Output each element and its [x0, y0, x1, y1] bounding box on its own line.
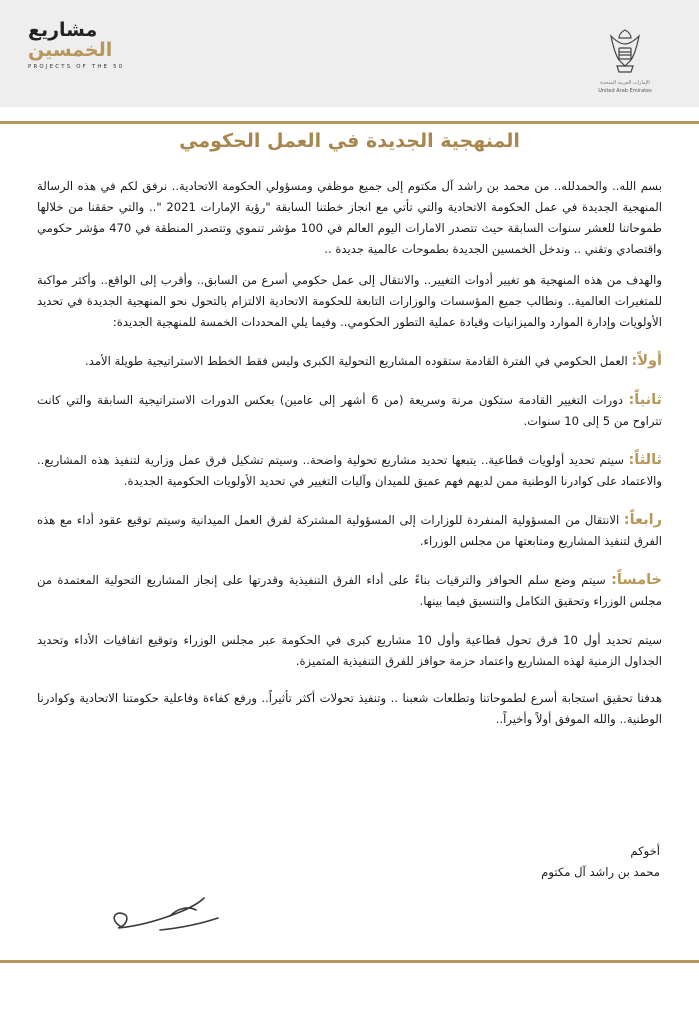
- signer-name: محمد بن راشد آل مكتوم: [541, 865, 660, 879]
- point-second-text: دورات التغيير القادمة ستكون مرنة وسريعة (من 6 أشهر إلى عامين) بعكس الدورات الاستراتيجية السابقة والتي كانت تتراوح من 5 إلى 10 سنوات.: [37, 393, 662, 428]
- point-fourth-lead: رابعاً:: [623, 512, 662, 528]
- letter-title: المنهجية الجديدة في العمل الحكومي: [179, 130, 520, 152]
- uae-caption-ar: الإمارات العربية المتحدة: [600, 80, 650, 86]
- logo-english: PROJECTS OF THE 50: [28, 64, 125, 70]
- point-fourth-text: الانتقال من المسؤولية المنفردة للوزارات إلى المسؤولية المشتركة لفرق العمل الميدانية وسيتم توقيع عقود أداء مع هذه الفرق لتنفيذ المشاريع ومتابعتها من مجلس الوزراء.: [37, 513, 662, 548]
- point-fifth-text: سيتم وضع سلم الحوافز والترقيات بناءً على أداء الفرق التنفيذية وقدرتها على إنجاز المشاريع التحولية المعتمدة من مجلس الوزراء وتحقيق التكامل والتنسيق فيما بينها.: [37, 573, 662, 608]
- point-third: [37, 450, 662, 492]
- paragraph-teams: سيتم تحديد أول 10 فرق تحول قطاعية وأول 10 مشاريع كبرى في الحكومة عبر مجلس الوزراء وتوقيع اتفاقيات الأداء وتحديد الجداول الزمنية لهذه المشاريع واعتماد حزمة حوافز للفرق التنفيذية المتميزة.: [37, 633, 662, 668]
- point-fifth-lead: خامساً:: [611, 572, 662, 588]
- handwritten-signature: [100, 880, 230, 940]
- point-first-lead: أولاً:: [631, 353, 662, 369]
- paragraph-closing: هدفنا تحقيق استجابة أسرع لطموحاتنا وتطلعات شعبنا .. وتنفيذ تحولات أكثر تأثيراً.. ورفع كفاءة وفاعلية حكومتنا الاتحادية وكوادرنا الوطنية.. والله الموفق أولاً وأخيراً..: [37, 691, 662, 726]
- logo-line-1: مشاريع: [28, 19, 98, 41]
- paragraph-intro: بسم الله.. والحمدلله.. من محمد بن راشد آل مكتوم إلى جميع موظفي ومسؤولي الحكومة الاتحادية.. نرفق لكم في هذه الرسالة المنهجية الجديدة في عمل الحكومة الاتحادية والتي تأتي مع انجاز خطتنا السابقة "رؤية الإمارات 2021 ".. والتي حققنا من خلالها طموحاتنا للعشر سنوات السابقة حيث تتصدر الامارات اليوم العالم في 100 مؤشر تنموي وتتصدر المنطقة في 470 مؤشر حكومي واقتصادي وتقني .. وندخل الخمسين الجديدة بطموحات عالمية جديدة ..: [37, 179, 662, 256]
- paragraph-goal: والهدف من هذه المنهجية هو تغيير أدوات التغيير.. والانتقال إلى عمل حكومي أسرع من السابق.. وأقرب إلى الواقع.. وأكثر مواكبة للمتغيرات العالمية.. ونطالب جميع المؤسسات والوزارات التابعة للحكومة الاتحادية الالتزام بالتحول نحو المنهجية الجديدة في تحديد الأولويات وإدارة الموارد والميزانيات وقيادة عملية التطور الحكومي.. وفيما يلي المحددات الخمسة للمنهجية الجديدة:: [37, 273, 662, 329]
- point-first-text: العمل الحكومي في الفترة القادمة ستقوده المشاريع التحولية الكبرى وليس فقط الخطط الاستراتيجية طويلة الأمد.: [85, 354, 632, 368]
- point-first: [37, 351, 662, 372]
- projects-of-50-logo: [28, 20, 158, 70]
- point-third-text: سيتم تحديد أولويات قطاعية.. يتبعها تحديد مشاريع تحولية واضحة.. وسيتم تشكيل فرق عمل وزارية لتنفيذ هذه المشاريع.. والاعتماد على كوادرنا الوطنية ممن لديهم فهم عميق للميدان وآليات التغيير في تحديد الأولويات الحكومية الجديدة.: [37, 453, 662, 488]
- page-header: [0, 0, 699, 107]
- bottom-gold-divider: [0, 960, 699, 963]
- point-second: [37, 390, 662, 432]
- point-fifth: [37, 570, 662, 612]
- logo-line-2: الخمسين: [28, 39, 113, 61]
- point-third-lead: ثالثاً:: [628, 452, 662, 468]
- closing-word: أخوكم: [630, 844, 660, 858]
- signoff-block: [440, 841, 660, 883]
- uae-emblem: [595, 26, 655, 94]
- top-gold-divider: [0, 121, 699, 124]
- uae-caption-en: United Arab Emirates: [598, 88, 652, 94]
- falcon-emblem-icon: [603, 26, 647, 74]
- point-fourth: [37, 510, 662, 552]
- point-second-lead: ثانياً:: [628, 392, 662, 408]
- letter-body: [37, 176, 662, 740]
